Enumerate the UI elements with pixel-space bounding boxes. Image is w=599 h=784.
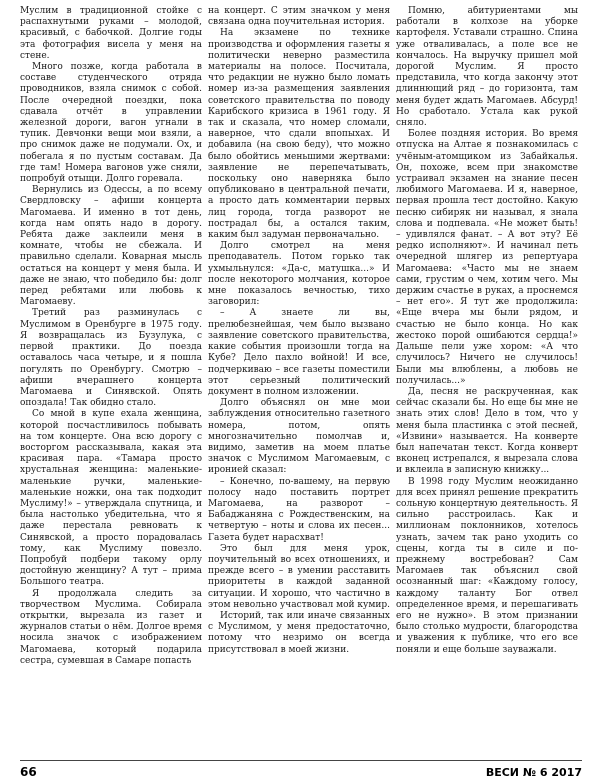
paragraph: Муслим в традиционной стойке с распахнутыми руками – молодой, красивый, с бабочкой. Долгие годы эта фотография висела у меня на стене.: [20, 6, 202, 61]
paragraph: В 1998 году Муслим неожиданно для всех принял решение прекратить сольную концертную деятельность. Я сильно расстроилась. Как и миллионам поклонников, хотелось узнать, зачем так рано уходить со сцены, когда ты в силе и по-прежнему востребован? Сам Магомаев так объяснил свой осознанный шаг: «Каждому голосу, каждому таланту Бог отвел определенное время, и перешагивать его не нужно». В этом признании было столько мудрости, благородства и уважения к публике, что его все поняли и еще больше зауважали.: [396, 476, 578, 655]
paragraph: Вернулись из Одессы, а по всему Свердловску – афиши концерта Магомаева. И именно в тот день, когда нам опять надо в дорогу. Ребята даже заклеили меня в комнате, чтобы не сбежала. И правильно сделали. Коварная мысль остаться на концерт у меня была. И даже не знаю, что победило бы: долг перед ребятами или любовь к Магомаеву.: [20, 185, 202, 308]
paragraph: на концерт. С этим значком у меня связана одна поучительная история.: [208, 6, 390, 28]
text-column-3: [396, 6, 578, 758]
page-number: 66: [20, 765, 37, 779]
paragraph: На экзамене по технике производства и оформления газеты я политически неверно разместила материалы на полосе. Посчитала, что редакции не нужно было ломать номер из-за размещения заявления советского правительства по поводу Карибского кризиса в 1961 году. Я так и сказала, что номер сломали, наверное, что сдали впопыхах. И добавила (на свою беду), что можно было обойтись меньшими жертвами: заявление не перепечатывать, поскольку оно наверняка было опубликовано в центральной печати, а просто дать комментарии первых лиц города, тогда разворот не пострадал бы, а остался таким, каким был задуман первоначально.: [208, 28, 390, 241]
paragraph: Много позже, когда работала в составе студенческого отряда проводников, взяла снимок с собой. После очередной поездки, пока сдавала отчёт в управлении железной дороги, вагон угнали в тупик. Девчонки вещи мои взяли, а про снимок даже не подумали. Ох, и побегала я по пустым составам. Да где там! Номера вагонов уже сняли, попробуй отыщи. Долго горевала.: [20, 62, 202, 185]
paragraph: Долго смотрел на меня преподаватель. Потом горько так ухмыльнулся: «Да-с, матушка...» И после некоторого молчания, которое мне показалось вечностью, тихо заговорил:: [208, 241, 390, 308]
magazine-issue: ВЕСИ № 6 2017: [485, 765, 582, 779]
paragraph: – Конечно, по-вашему, на первую полосу надо поставить портрет Магомаева, на разворот – Бабаджаняна с Рождественским, на четвертую – ноты и слова их песен... Газета будет нарасхват!: [208, 476, 390, 543]
paragraph: Долго объяснял он мне мои заблуждения относительно газетного номера, потом, опять многозначительно помолчав и, видимо, заметив на моем платье значок с Муслимом Магомаевым, с иронией сказал:: [208, 398, 390, 476]
footer-rule: [20, 760, 582, 761]
paragraph: Я продолжала следить за творчеством Муслима. Собирала открытки, вырезала из газет и журналов статьи о нём. Долгое время носила значок с изображением Магомаева, который подарила сестра, сумевшая в Самаре попасть: [20, 588, 202, 666]
text-column-2: [208, 6, 390, 758]
article-body: [20, 6, 582, 758]
paragraph: Это был для меня урок, поучительный во всех отношениях, и прежде всего – в умении расставить приоритеты в каждой заданной ситуации. И хорошо, что частично в этом невольно участвовал мой кумир.: [208, 543, 390, 610]
paragraph: Более поздняя история. Во время отпуска на Алтае я познакомилась с учёным-атомщиком из Забайкалья. Он, похоже, всем при знакомстве устраивал экзамен на знание песен любимого Магомаева. И я, наверное, первая прошла тест достойно. Какую песню сибиряк ни называл, я знала слова и подпевала. «Не может быть! – удивлялся фанат. – А вот эту? Её редко исполняют». И начинал петь очередной шлягер из репертуара Магомаева: «Часто мы не знаем сами, грустим о чем, хотим чего. Мы держим счастье в руках, а проснемся – нет его». Я тут же продолжила: «Еще вчера мы были рядом, и счастью не было конца. Но как жестоко порой ошибаются сердца!» Дальше пели уже хором: «А что случилось? Ничего не случилось! Были мы влюблены, а любовь не получилась...»: [396, 129, 578, 386]
paragraph: Третий раз разминулась с Муслимом в Оренбурге в 1975 году. Я возвращалась из Бузулука, с первой практики. До поезда оставалось часа четыре, и я пошла погулять по Оренбургу. Смотрю – афиши вчерашнего концерта Магомаева и Синявской. Опять опоздала! Так обидно стало.: [20, 308, 202, 409]
paragraph: Да, песня не раскрученная, как сейчас сказали бы. Но еще бы мне не знать этих слов! Дело в том, что у меня была пластинка с этой песней, «Извини» называется. На конверте был напечатан текст. Когда конверт вконец истрепался, я вырезала слова и вклеила в записную книжку...: [396, 386, 578, 476]
paragraph: Историй, так или иначе связанных с Муслимом, у меня предостаточно, потому что незримо он всегда присутствовал в моей жизни.: [208, 610, 390, 655]
paragraph: – А знаете ли вы, прелюбезнейшая, чем было вызвано заявление советского правительства, какие события произошли тогда на Кубе? Дело пахло войной! И все, подчеркиваю – все газеты поместили этот серьезный политический документ в полном изложении.: [208, 308, 390, 397]
text-column-1: [20, 6, 202, 758]
page-footer: [20, 762, 582, 782]
paragraph: Помню, абитуриентами мы работали в колхозе на уборке картофеля. Уставали страшно. Спина уже отваливалась, а поле все не кончалось. На выручку пришел мой дорогой Муслим. Я просто представила, что когда закончу этот длиннющий ряд – до горизонта, там меня будет ждать Магомаев. Абсурд! Но сработало. Устала как рукой сняло.: [396, 6, 578, 129]
paragraph: Со мной в купе ехала женщина, которой посчастливилось побывать на том концерте. Она всю дорогу с восторгом рассказывала, какая эта красивая пара. «Тамара просто хрустальная женщина: маленькие-маленькие ручки, маленькие-маленькие ножки, она так подходит Муслиму!» – утверждала спутница, и была настолько убедительна, что я даже перестала ревновать к Синявской, а просто порадовалась тому, как Муслиму повезло. Попробуй подбери такому орлу достойную женщину? А тут – прима Большого театра.: [20, 409, 202, 588]
